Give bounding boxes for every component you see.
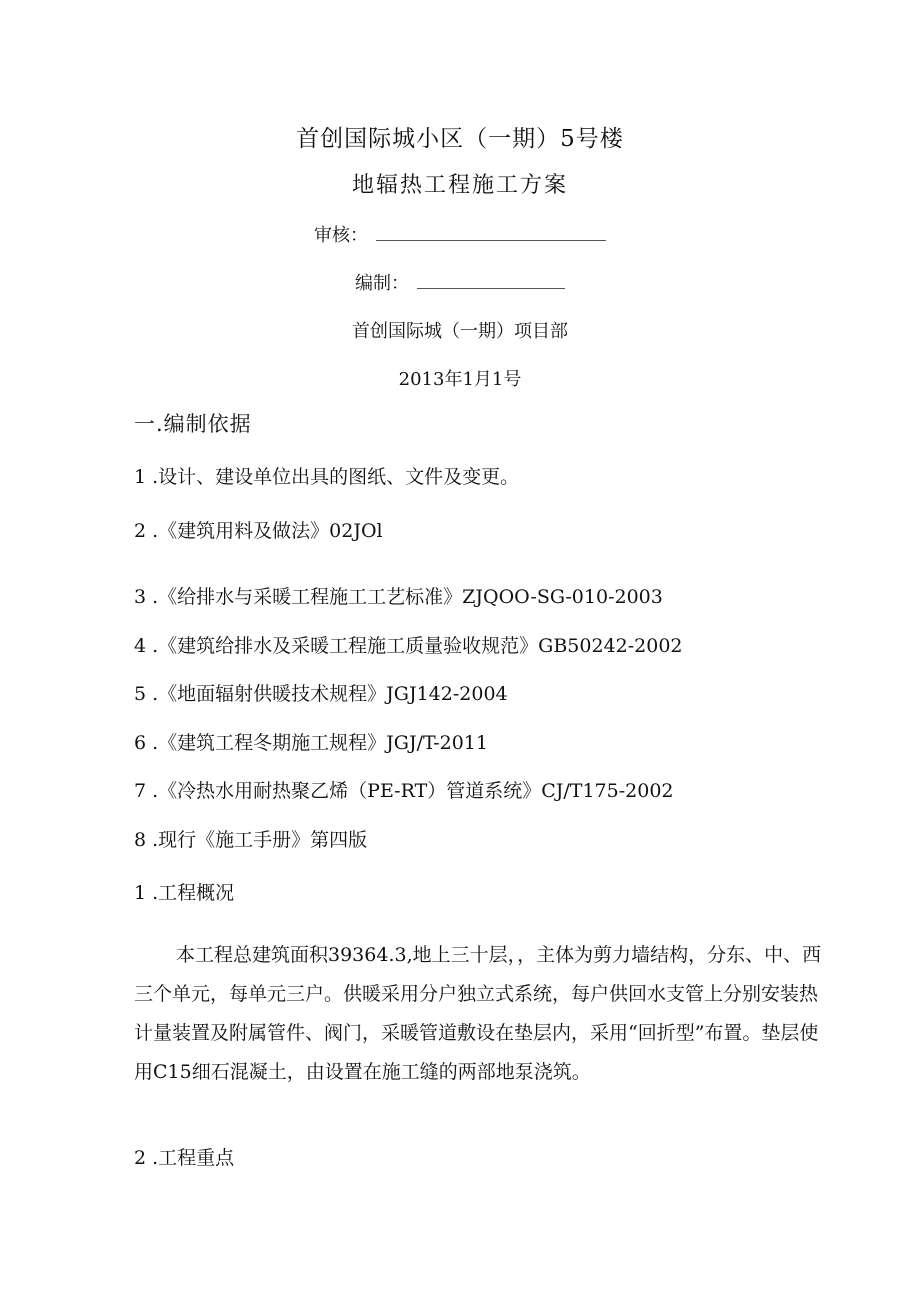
compile-field (0, 269, 920, 295)
section-heading-overview: 1 .工程概况 (134, 882, 235, 904)
basis-item: 4 .《建筑给排水及采暖工程施工质量验收规范》GB50242-2002 (134, 635, 683, 657)
overview-paragraph (134, 936, 824, 1092)
basis-item: 3 .《给排水与采暖工程施工工艺标准》ZJQOO-SG-010-2003 (134, 586, 663, 608)
basis-item: 7 .《冷热水用耐热聚乙烯（PE-RT）管道系统》CJ/T175-2002 (134, 780, 674, 802)
compile-signature-line (417, 276, 565, 289)
overview-text: 本工程总建筑面积39364.3,地上三十层，，主体为剪力墙结构，分东、中、西三个单元，每单元三户。供暖采用分户独立式系统，每户供回水支管上分别安装热计量装置及附属管件、阀门，采暖管道敷设在垫层内，采用“回折型”布置。垫层使用C15细石混凝土，由设置在施工缝的两部地泵浇筑。 (134, 944, 822, 1083)
basis-item: 5 .《地面辐射供暖技术规程》JGJ142-2004 (134, 683, 508, 705)
doc-title-line2: 地辐热工程施工方案 (351, 173, 568, 198)
document-date: 2013年1月1号 (398, 369, 522, 390)
section-heading-basis: 一.编制依据 (134, 412, 252, 436)
basis-item: 8 .现行《施工手册》第四版 (134, 829, 368, 851)
basis-item: 1 .设计、建设单位出具的图纸、文件及变更。 (134, 466, 520, 488)
basis-item: 2 .《建筑用料及做法》02JOl (134, 520, 383, 542)
review-field (0, 221, 920, 247)
review-label: 审核： (314, 225, 368, 246)
compile-label: 编制： (355, 273, 409, 294)
review-signature-line (376, 228, 606, 241)
project-department: 首创国际城（一期）项目部 (352, 321, 568, 342)
section-heading-key-points: 2 .工程重点 (134, 1147, 235, 1169)
basis-item: 6 .《建筑工程冬期施工规程》JGJ/T-2011 (134, 732, 488, 754)
doc-title-line1: 首创国际城小区（一期）5号楼 (296, 126, 624, 152)
